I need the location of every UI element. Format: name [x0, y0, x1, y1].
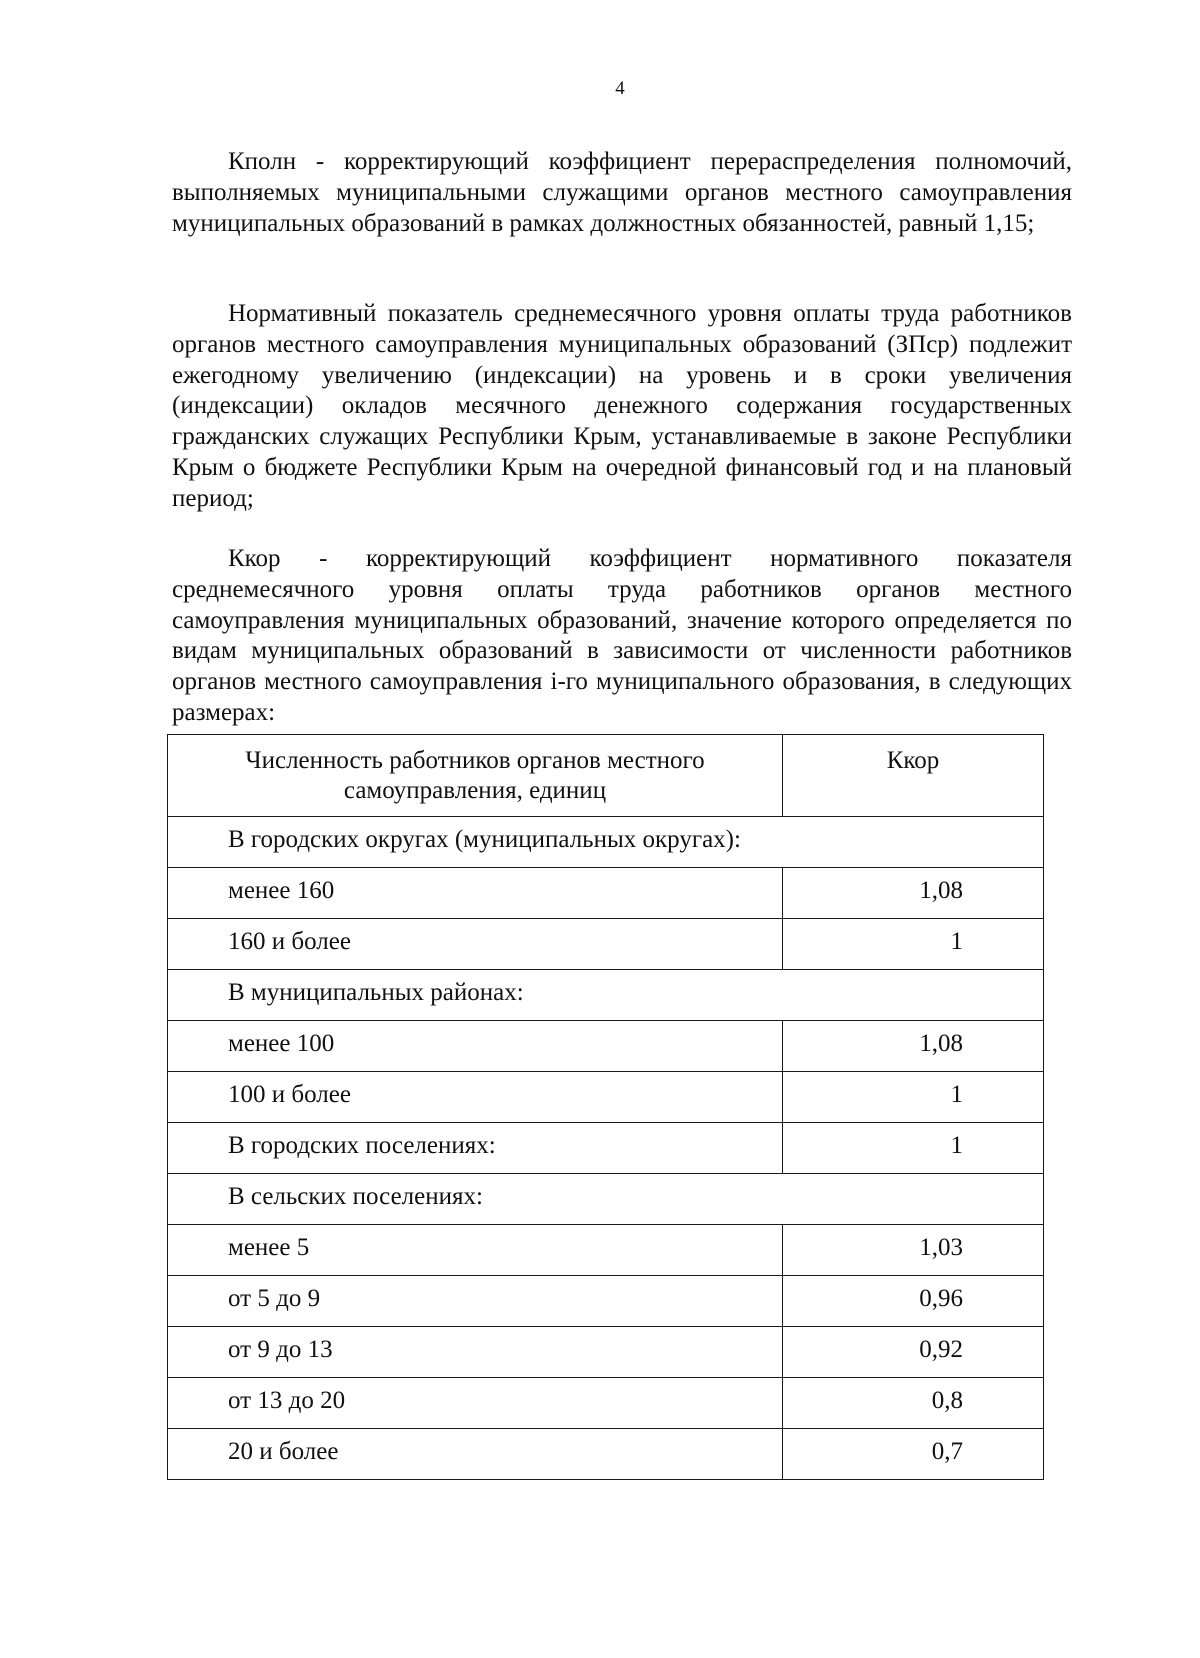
row-label: от 9 до 13: [168, 1327, 783, 1378]
table-row: [168, 1123, 1044, 1174]
row-value: 0,96: [783, 1276, 1044, 1327]
row-value: 1: [783, 1072, 1044, 1123]
row-value: 1,08: [783, 868, 1044, 919]
table-row: [168, 1429, 1044, 1480]
table-row: [168, 1072, 1044, 1123]
header-employee-count: Численность работников органов местного самоуправления, единиц: [168, 735, 783, 817]
table-row: [168, 1327, 1044, 1378]
table-row: [168, 919, 1044, 970]
group-row: [168, 1174, 1044, 1225]
group-title: В сельских поселениях:: [168, 1174, 1044, 1225]
header-kkor: Ккор: [783, 735, 1044, 817]
row-value: 1: [783, 919, 1044, 970]
paragraph-normative-indicator: Нормативный показатель среднемесячного уровня оплаты труда работников органов местного самоуправления муниципальных образований (ЗПср) подлежит ежегодному увеличению (индексации) на уровень и в сроки увеличения (индексации) окладов месячного денежного содержания государственных гражданских служащих Республики Крым, устанавливаемые в законе Республики Крым о бюджете Республики Крым на очередной финансовый год и на плановый период;: [172, 300, 1072, 512]
group-title: В городских поселениях:: [168, 1123, 783, 1174]
row-value: 0,7: [783, 1429, 1044, 1480]
row-label: 160 и более: [168, 919, 783, 970]
row-label: от 13 до 20: [168, 1378, 783, 1429]
row-value: 1,03: [783, 1225, 1044, 1276]
row-label: от 5 до 9: [168, 1276, 783, 1327]
row-value: 1: [783, 1123, 1044, 1174]
group-title: В городских округах (муниципальных округах):: [168, 817, 1044, 868]
paragraph-kpoln: Кполн - корректирующий коэффициент перераспределения полномочий, выполняемых муниципальными служащими органов местного самоуправления муниципальных образований в рамках должностных обязанностей, равный 1,15;: [172, 148, 1072, 237]
table-row: [168, 1276, 1044, 1327]
row-label: 20 и более: [168, 1429, 783, 1480]
paragraph-kkor: Ккор - корректирующий коэффициент нормативного показателя среднемесячного уровня оплаты труда работников органов местного самоуправления муниципальных образований, значение которого определяется по видам муниципальных образований в зависимости от численности работников органов местного самоуправления i-го муниципального образования, в следующих размерах:: [172, 545, 1072, 726]
row-label: 100 и более: [168, 1072, 783, 1123]
row-label: менее 160: [168, 868, 783, 919]
page-number: 4: [615, 78, 625, 99]
table-header-row: [168, 735, 1044, 817]
row-value: 0,92: [783, 1327, 1044, 1378]
table-row: [168, 1378, 1044, 1429]
row-label: менее 5: [168, 1225, 783, 1276]
group-row: [168, 970, 1044, 1021]
table-row: [168, 868, 1044, 919]
table-row: [168, 1021, 1044, 1072]
row-value: 0,8: [783, 1378, 1044, 1429]
kkor-table: [167, 734, 1044, 1480]
group-row: [168, 817, 1044, 868]
table-row: [168, 1225, 1044, 1276]
group-title: В муниципальных районах:: [168, 970, 1044, 1021]
row-label: менее 100: [168, 1021, 783, 1072]
row-value: 1,08: [783, 1021, 1044, 1072]
